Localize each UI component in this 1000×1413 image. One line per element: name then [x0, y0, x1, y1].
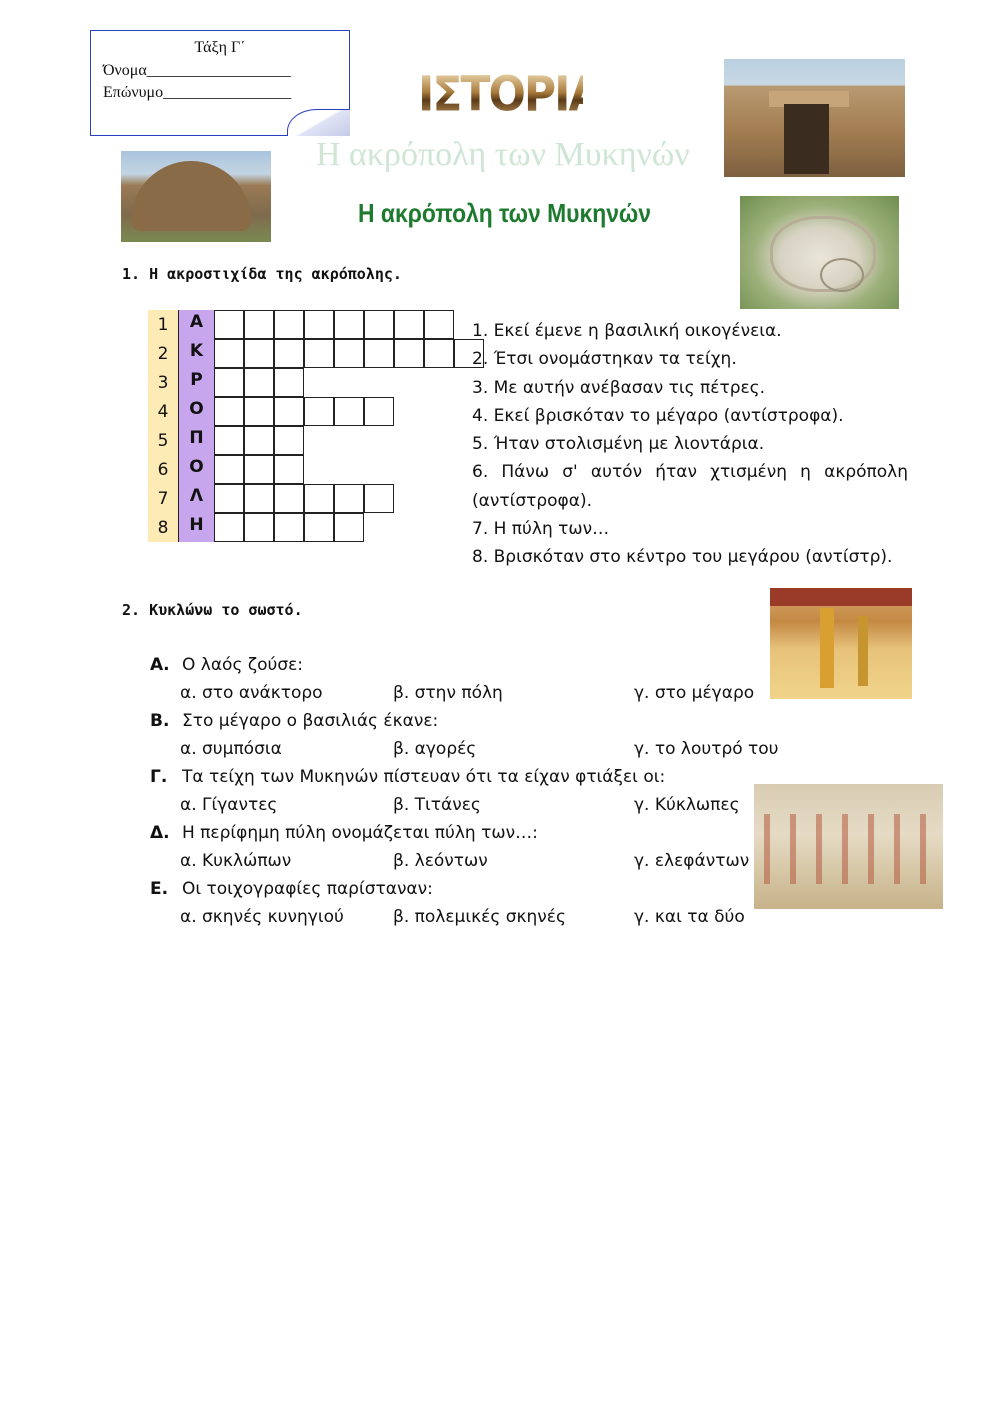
question-letter: Α. — [150, 655, 170, 675]
crossword-cell[interactable] — [304, 310, 334, 339]
crossword-cell[interactable] — [334, 339, 364, 368]
question-letter: Γ. — [150, 767, 168, 787]
acropolis-model-photo — [740, 196, 899, 309]
crossword-cell[interactable] — [274, 368, 304, 397]
clue-item: 1. Εκεί έμενε η βασιλική οικογένεια. — [472, 321, 782, 341]
clue-item: 8. Βρισκόταν στο κέντρο του μεγάρου (αντίστρ). — [472, 547, 893, 568]
name-line[interactable]: Όνομα__________________ — [103, 62, 291, 79]
crossword-row-number: 6 — [148, 455, 178, 484]
crossword-acrostic-letter: Ο — [178, 455, 214, 484]
crossword-row-number: 7 — [148, 484, 178, 513]
crossword-cell[interactable] — [244, 484, 274, 513]
crossword-acrostic-letter: Π — [178, 426, 214, 455]
answer-option[interactable]: β. λεόντων — [393, 851, 488, 871]
crossword-cell[interactable] — [244, 339, 274, 368]
clue-item: 4. Εκεί βρισκόταν το μέγαρο (αντίστροφα). — [472, 405, 844, 426]
crossword-cell[interactable] — [424, 339, 454, 368]
crossword-cell[interactable] — [244, 455, 274, 484]
crossword-acrostic-letter: Λ — [178, 484, 214, 513]
crossword-cell[interactable] — [334, 513, 364, 542]
crossword-acrostic-letter: Α — [178, 310, 214, 339]
ghost-title: Η ακρόπολη των Μυκηνών — [316, 136, 690, 173]
crossword-acrostic-letter: Κ — [178, 339, 214, 368]
page-title: Η ακρόπολη των Μυκηνών — [358, 198, 651, 228]
crossword-cell[interactable] — [394, 310, 424, 339]
crossword-cell[interactable] — [334, 310, 364, 339]
palace-court-photo — [754, 784, 943, 909]
section2-title: 2. Κυκλώνω το σωστό. — [122, 601, 303, 619]
crossword-cell[interactable] — [304, 397, 334, 426]
crossword-cell[interactable] — [364, 310, 394, 339]
crossword-cell[interactable] — [364, 339, 394, 368]
answer-option[interactable]: β. Τιτάνες — [393, 795, 481, 815]
surname-line[interactable]: Επώνυμο________________ — [103, 84, 292, 101]
answer-option[interactable]: γ. και τα δύο — [634, 907, 745, 927]
crossword-cell[interactable] — [334, 397, 364, 426]
crossword-row-number: 5 — [148, 426, 178, 455]
crossword-row-number: 1 — [148, 310, 178, 339]
crossword-cell[interactable] — [214, 397, 244, 426]
answer-option[interactable]: α. στο ανάκτορο — [180, 683, 323, 703]
crossword-cell[interactable] — [214, 310, 244, 339]
crossword-cell[interactable] — [334, 484, 364, 513]
clue-list — [472, 317, 908, 572]
crossword-cell[interactable] — [274, 339, 304, 368]
answer-option[interactable]: α. Γίγαντες — [180, 795, 278, 815]
question-text: Τα τείχη των Μυκηνών πίστευαν ότι τα είχαν φτιάξει οι: — [182, 767, 666, 787]
clue-item: 5. Ήταν στολισμένη με λιοντάρια. — [472, 434, 765, 455]
crossword-row-number: 4 — [148, 397, 178, 426]
question-text: Στο μέγαρο ο βασιλιάς έκανε: — [182, 711, 439, 731]
answer-option[interactable]: α. συμπόσια — [180, 739, 282, 759]
class-label: Τάξη Γ΄ — [194, 39, 246, 56]
crossword-cell[interactable] — [214, 455, 244, 484]
crossword-cell[interactable] — [394, 339, 424, 368]
crossword-cell[interactable] — [214, 426, 244, 455]
crossword-cell[interactable] — [244, 397, 274, 426]
clue-item: 6. Πάνω σ' αυτόν ήταν χτισμένη η ακρόπολη (αντίστροφα). — [472, 462, 908, 511]
crossword-cell[interactable] — [244, 310, 274, 339]
question-text: Ο λαός ζούσε: — [182, 655, 304, 675]
crossword-cell[interactable] — [364, 397, 394, 426]
wordart-title: ΙΣΤΟΡΙΑ — [418, 66, 601, 123]
answer-option[interactable]: β. στην πόλη — [393, 683, 503, 703]
crossword-cell[interactable] — [244, 368, 274, 397]
crossword-cell[interactable] — [424, 310, 454, 339]
crossword-acrostic-letter: Ο — [178, 397, 214, 426]
crossword-cell[interactable] — [244, 513, 274, 542]
crossword-cell[interactable] — [274, 513, 304, 542]
name-card — [90, 30, 350, 136]
question-letter: Δ. — [150, 823, 170, 843]
crossword-cell[interactable] — [274, 310, 304, 339]
clue-item: 2. Έτσι ονομάστηκαν τα τείχη. — [472, 349, 737, 370]
crossword-cell[interactable] — [244, 426, 274, 455]
crossword-row-number: 2 — [148, 339, 178, 368]
crossword-row-number: 8 — [148, 513, 178, 542]
clue-item: 3. Με αυτήν ανέβασαν τις πέτρες. — [472, 377, 766, 398]
answer-option[interactable]: β. αγορές — [393, 739, 477, 759]
crossword-acrostic-letter: Ρ — [178, 368, 214, 397]
megaron-photo — [770, 588, 912, 699]
answer-option[interactable]: α. σκηνές κυνηγιού — [180, 907, 344, 927]
question-letter: Β. — [150, 711, 170, 731]
answer-option[interactable]: α. Κυκλώπων — [180, 851, 292, 871]
section1-title: 1. Η ακροστιχίδα της ακρόπολης. — [122, 265, 402, 283]
answer-option[interactable]: γ. το λουτρό του — [634, 739, 779, 759]
crossword-acrostic-letter: Η — [178, 513, 214, 542]
crossword-cell[interactable] — [214, 484, 244, 513]
question-text: Η περίφημη πύλη ονομάζεται πύλη των…: — [182, 823, 538, 843]
crossword-cell[interactable] — [304, 513, 334, 542]
crossword-cell[interactable] — [304, 339, 334, 368]
crossword-cell[interactable] — [274, 484, 304, 513]
page-curl-decoration — [287, 109, 350, 136]
crossword-cell[interactable] — [214, 339, 244, 368]
crossword-cell[interactable] — [304, 484, 334, 513]
cyclopean-wall-photo — [121, 151, 271, 242]
crossword-cell[interactable] — [364, 484, 394, 513]
answer-option[interactable]: β. πολεμικές σκηνές — [393, 907, 566, 927]
crossword-cell[interactable] — [274, 397, 304, 426]
clue-item: 7. Η πύλη των… — [472, 519, 610, 540]
question-letter: Ε. — [150, 879, 169, 899]
answer-option[interactable]: γ. Κύκλωπες — [634, 795, 740, 815]
answer-option[interactable]: γ. ελεφάντων — [634, 851, 750, 871]
crossword-cell[interactable] — [214, 513, 244, 542]
crossword-cell[interactable] — [274, 455, 304, 484]
crossword-cell[interactable] — [274, 426, 304, 455]
lion-gate-photo — [724, 59, 905, 177]
question-text: Οι τοιχογραφίες παρίσταναν: — [182, 879, 433, 899]
crossword-cell[interactable] — [214, 368, 244, 397]
answer-option[interactable]: γ. στο μέγαρο — [634, 683, 755, 703]
crossword-row-number: 3 — [148, 368, 178, 397]
